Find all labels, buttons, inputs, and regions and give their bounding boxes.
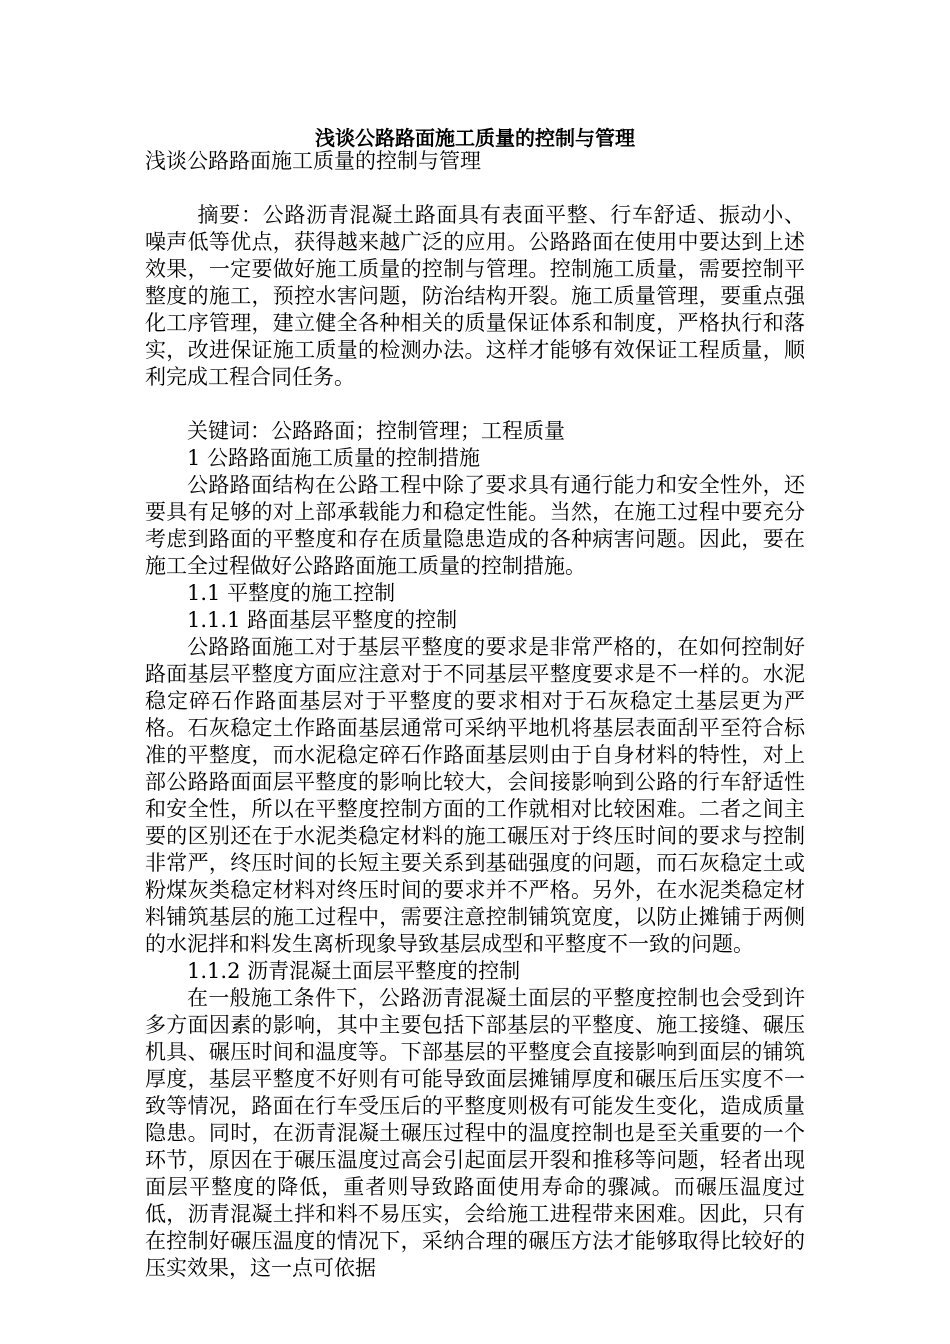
spacer: [145, 391, 805, 418]
spacer: [145, 175, 805, 202]
section-1-1-heading: 1.1 平整度的施工控制: [187, 581, 396, 605]
document-subtitle: 浅谈公路路面施工质量的控制与管理: [145, 149, 481, 173]
keywords-line: 关键词：公路路面；控制管理；工程质量: [187, 419, 565, 443]
document-body: [145, 148, 805, 1282]
section-1-1-1-heading: 1.1.1 路面基层平整度的控制: [187, 608, 458, 632]
section-1-1-2-heading: 1.1.2 沥青混凝土面层平整度的控制: [187, 959, 521, 983]
section-1-heading: 1 公路路面施工质量的控制措施: [187, 446, 481, 470]
document-title: 浅谈公路路面施工质量的控制与管理: [315, 126, 635, 150]
abstract-paragraph: 摘要：公路沥青混凝土路面具有表面平整、行车舒适、振动小、噪声低等优点，获得越来越广泛的应用。公路路面在使用中要达到上述效果，一定要做好施工质量的控制与管理。控制施工质量，需要控制平整度的施工，预控水害问题，防治结构开裂。施工质量管理，要重点强化工序管理，建立健全各种相关的质量保证体系和制度，严格执行和落实，改进保证施工质量的检测办法。这样才能够有效保证工程质量，顺利完成工程合同任务。: [145, 203, 805, 389]
section-1-1-1-paragraph: 公路路面施工对于基层平整度的要求是非常严格的，在如何控制好路面基层平整度方面应注意对于不同基层平整度要求是不一样的。水泥稳定碎石作路面基层对于平整度的要求相对于石灰稳定土基层更为严格。石灰稳定土作路面基层通常可采纳平地机将基层表面刮平至符合标准的平整度，而水泥稳定碎石作路面基层则由于自身材料的特性，对上部公路路面面层平整度的影响比较大，会间接影响到公路的行车舒适性和安全性，所以在平整度控制方面的工作就相对比较困难。二者之间主要的区别还在于水泥类稳定材料的施工碾压对于终压时间的要求与控制非常严，终压时间的长短主要关系到基础强度的问题，而石灰稳定土或粉煤灰类稳定材料对终压时间的要求并不严格。另外，在水泥类稳定材料铺筑基层的施工过程中，需要注意控制铺筑宽度，以防止摊铺于两侧的水泥拌和料发生离析现象导致基层成型和平整度不一致的问题。: [145, 635, 805, 956]
section-1-paragraph: 公路路面结构在公路工程中除了要求具有通行能力和安全性外，还要具有足够的对上部承载能力和稳定性能。当然，在施工过程中要充分考虑到路面的平整度和存在质量隐患造成的各种病害问题。因此，要在施工全过程做好公路路面施工质量的控制措施。: [145, 473, 805, 578]
section-1-1-2-paragraph: 在一般施工条件下，公路沥青混凝土面层的平整度控制也会受到许多方面因素的影响，其中主要包括下部基层的平整度、施工接缝、碾压机具、碾压时间和温度等。下部基层的平整度会直接影响到面层的铺筑厚度，基层平整度不好则有可能导致面层摊铺厚度和碾压后压实度不一致等情况，路面在行车受压后的平整度则极有可能发生变化，造成质量隐患。同时，在沥青混凝土碾压过程中的温度控制也是至关重要的一个环节，原因在于碾压温度过高会引起面层开裂和推移等问题，轻者出现面层平整度的降低，重者则导致路面使用寿命的骤减。而碾压温度过低，沥青混凝土拌和料不易压实，会给施工进程带来困难。因此，只有在控制好碾压温度的情况下，采纳合理的碾压方法才能够取得比较好的压实效果，这一点可依据: [145, 986, 805, 1280]
